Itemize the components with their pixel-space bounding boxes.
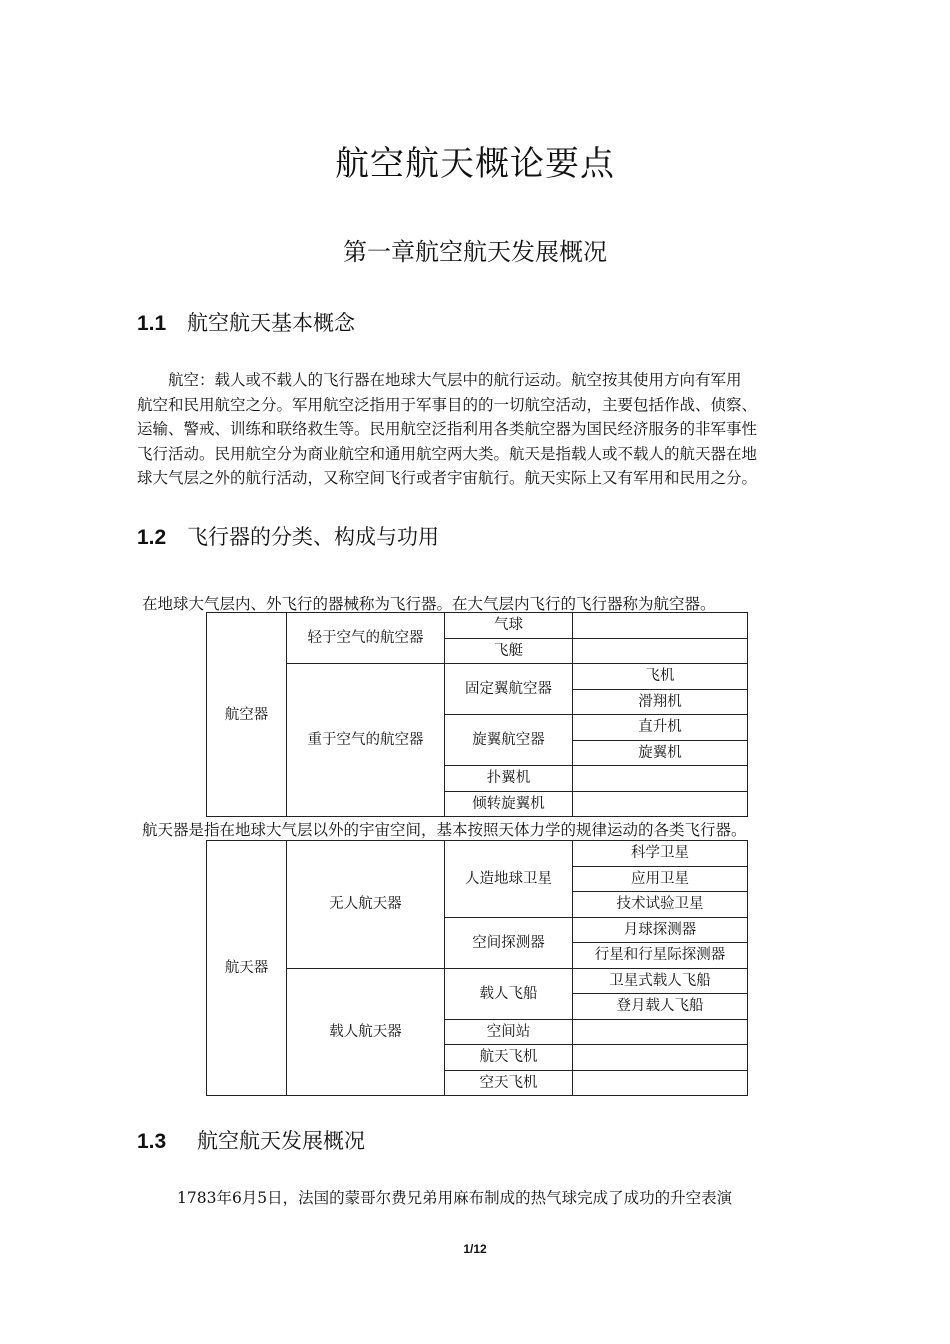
lighter-than-air-cell: 轻于空气的航空器 (287, 613, 445, 664)
section-number: 1.1 (137, 312, 167, 335)
tiltrotor-cell: 倾转旋翼机 (445, 791, 573, 817)
unmanned-spacecraft-cell: 无人航天器 (287, 841, 445, 969)
glider-cell: 滑翔机 (573, 689, 748, 715)
helicopter-cell: 直升机 (573, 715, 748, 741)
paragraph-line: 运输、警戒、训练和联络救生等。民用航空泛指利用各类航空器为国民经济服务的非军事性 (137, 420, 758, 438)
lunar-probe-cell: 月球探测器 (573, 917, 748, 943)
science-satellite-cell: 科学卫星 (573, 841, 748, 867)
aircraft-root-cell: 航空器 (207, 613, 287, 817)
section-heading-1-1 (137, 307, 355, 337)
empty-cell (573, 1045, 748, 1071)
paragraph-line: 飞行活动。民用航空分为商业航空和通用航空两大类。航天是指载人或不载人的航天器在地 (137, 444, 758, 463)
manned-spaceship-cell: 载人飞船 (445, 968, 573, 1019)
page-number: 1/12 (463, 1242, 487, 1256)
airplane-cell: 飞机 (573, 664, 748, 690)
document-title: 航空航天概论要点 (335, 144, 615, 184)
planetary-probe-cell: 行星和行星际探测器 (573, 943, 748, 969)
empty-cell (573, 791, 748, 817)
empty-cell (573, 638, 748, 664)
section-number: 1.2 (137, 526, 167, 549)
chapter-heading: 第一章航空航天发展概况 (343, 238, 607, 266)
paragraph-line: 球大气层之外的航行活动，又称空间飞行或者宇宙航行。航天实际上又有军用和民用之分。 (137, 469, 758, 487)
section-heading-1-3 (137, 1125, 365, 1155)
paragraph-aviation-definition (137, 368, 817, 491)
ornithopter-cell: 扑翼机 (445, 766, 573, 792)
satellite-spaceship-cell: 卫星式载人飞船 (573, 968, 748, 994)
spacecraft-intro-text: 航天器是指在地球大气层以外的宇宙空间，基本按照天体力学的规律运动的各类飞行器。 (142, 818, 747, 840)
spacecraft-classification-table (206, 840, 748, 1096)
balloon-cell: 气球 (445, 613, 573, 639)
aerospace-plane-cell: 空天飞机 (445, 1070, 573, 1096)
test-satellite-cell: 技术试验卫星 (573, 892, 748, 918)
aircraft-classification-table (206, 612, 748, 817)
section-title: 航空航天基本概念 (187, 311, 355, 335)
space-station-cell: 空间站 (445, 1019, 573, 1045)
spacecraft-root-cell: 航天器 (207, 841, 287, 1096)
section-title: 飞行器的分类、构成与功用 (187, 525, 439, 549)
section-title: 航空航天发展概况 (197, 1129, 365, 1153)
paragraph-line: 航空和民用航空之分。军用航空泛指用于军事目的的一切航空活动，主要包括作战、侦察、 (137, 395, 758, 414)
rotary-wing-cell: 旋翼航空器 (445, 715, 573, 766)
space-probe-cell: 空间探测器 (445, 917, 573, 968)
empty-cell (573, 613, 748, 639)
airship-cell: 飞艇 (445, 638, 573, 664)
section-heading-1-2 (137, 521, 439, 551)
empty-cell (573, 1070, 748, 1096)
space-shuttle-cell: 航天飞机 (445, 1045, 573, 1071)
empty-cell (573, 766, 748, 792)
fixed-wing-cell: 固定翼航空器 (445, 664, 573, 715)
earth-satellite-cell: 人造地球卫星 (445, 841, 573, 918)
aircraft-intro-text: 在地球大气层内、外飞行的器械称为飞行器。在大气层内飞行的飞行器称为航空器。 (142, 592, 716, 614)
section-number: 1.3 (137, 1130, 167, 1153)
empty-cell (573, 1019, 748, 1045)
paragraph-history: 1783年6月5日，法国的蒙哥尔费兄弟用麻布制成的热气球完成了成功的升空表演 (177, 1189, 733, 1207)
heavier-than-air-cell: 重于空气的航空器 (287, 664, 445, 817)
manned-spacecraft-cell: 载人航天器 (287, 968, 445, 1096)
lunar-spaceship-cell: 登月载人飞船 (573, 994, 748, 1020)
autogyro-cell: 旋翼机 (573, 740, 748, 766)
application-satellite-cell: 应用卫星 (573, 866, 748, 892)
paragraph-line: 航空：载人或不载人的飞行器在地球大气层中的航行运动。航空按其使用方向有军用 (137, 371, 742, 389)
